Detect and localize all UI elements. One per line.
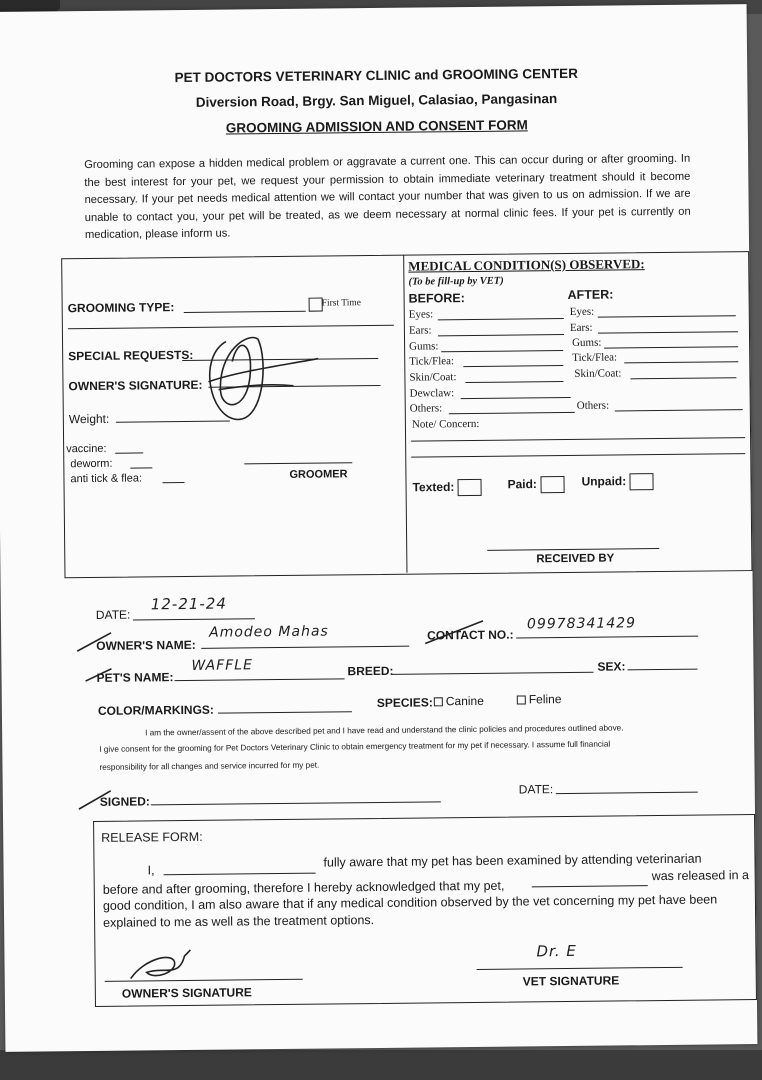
vet-signature-handwritten: Dr. E [536, 941, 577, 961]
owner-name-label: OWNER'S NAME: [96, 637, 196, 653]
release-line-e: explained to me as well as the treatment options. [103, 913, 375, 930]
note-label: Note/ Concern: [411, 417, 480, 431]
pet-name-value[interactable]: WAFFLE [191, 657, 253, 674]
date2-line[interactable] [556, 792, 698, 794]
special-requests-label: SPECIAL REQUESTS: [68, 347, 194, 364]
after-skin-label: Skin/Coat: [574, 367, 622, 380]
pet-name-label: PET'S NAME: [96, 670, 174, 685]
release-line-c: was released in a [651, 868, 750, 884]
contact-tick-mark [421, 617, 491, 648]
breed-label: BREED: [347, 663, 394, 679]
contact-value[interactable]: 09978341429 [526, 615, 637, 633]
form-title: GROOMING ADMISSION AND CONSENT FORM [225, 117, 528, 136]
form-paper [0, 4, 757, 1052]
consent-line-3: responsibility for all changes and service incurred for my pet. [99, 760, 320, 772]
color-label: COLOR/MARKINGS: [97, 702, 214, 718]
before-skin-label: Skin/Coat: [409, 371, 457, 384]
scan-shadow-bottom [0, 1050, 762, 1080]
canine-label: Canine [445, 693, 484, 709]
texted-label [412, 479, 481, 497]
feline-label: Feline [528, 692, 562, 707]
after-tick-label: Tick/Flea: [572, 351, 618, 364]
paid-checkbox[interactable] [540, 476, 564, 493]
owner-signature-scribble [188, 330, 329, 426]
release-owner-signature-scribble [124, 948, 204, 987]
groomer-label: GROOMER [289, 468, 348, 481]
vaccine-label: vaccine: [66, 442, 107, 456]
intro-paragraph: Grooming can expose a hidden medical problem or aggravate a current one. This can occur during or after grooming. In the best interest for your pet, we request your permission to obtain immediate veterinary treatment should it become necessary. If your pet needs medical attention we will contact your number that was given to us on admission. If we are unable to contact you, your pet will be treated, as we deem necessary at normal clinic fees. If your pet is currently on medication, please inform us. [84, 152, 691, 242]
unpaid-label [581, 473, 653, 491]
consent-line-2: I give consent for the grooming for Pet Doctors Veterinary Clinic to obtain emergency treatment for my pet if necessary. I assume full financial [99, 739, 611, 754]
after-gums-label: Gums: [572, 336, 602, 349]
canine-checkbox[interactable] [434, 697, 443, 706]
vet-signature-label: VET SIGNATURE [522, 973, 620, 989]
unpaid-checkbox[interactable] [629, 473, 653, 490]
release-i: I, [147, 863, 155, 878]
pen-tick-marks [71, 607, 223, 822]
before-heading: BEFORE: [408, 291, 465, 306]
anti-tick-label: anti tick & flea: [70, 472, 143, 486]
after-eyes-label: Eyes: [569, 305, 595, 318]
grooming-type-label: GROOMING TYPE: [67, 300, 175, 316]
after-others-label: Others: [576, 399, 610, 412]
unpaid-text: Unpaid: [581, 474, 627, 489]
owner-name-value[interactable]: Amodeo Mahas [209, 623, 329, 641]
before-eyes-label: Eyes: [408, 308, 434, 321]
after-ears-label: Ears: [569, 321, 593, 334]
clinic-name: PET DOCTORS VETERINARY CLINIC and GROOMING CENTER [174, 65, 578, 86]
medical-subtitle: (To be fill-up by VET) [408, 275, 504, 288]
clinic-address: Diversion Road, Brgy. San Miguel, Calasiao, Pangasinan [195, 91, 558, 110]
release-line-a: fully aware that my pet has been examined by attending veterinarian [323, 851, 702, 870]
before-others-label: Others: [409, 402, 443, 415]
breed-line[interactable] [392, 672, 594, 675]
sex-line[interactable] [627, 669, 697, 671]
before-tick-label: Tick/Flea: [409, 355, 455, 368]
signed-label: SIGNED: [99, 794, 150, 809]
owner-name-line[interactable] [201, 646, 409, 649]
date2-label: DATE: [518, 782, 554, 797]
before-gums-label: Gums: [409, 340, 439, 353]
contact-line[interactable] [516, 636, 698, 639]
deworm-label: deworm: [70, 457, 113, 471]
feline-checkbox[interactable] [517, 695, 526, 704]
received-by-label: RECEIVED BY [536, 552, 615, 566]
date-value[interactable]: 12-21-24 [150, 594, 227, 614]
release-title: RELEASE FORM: [101, 829, 203, 845]
before-dewclaw-label: Dewclaw: [409, 387, 455, 400]
weight-label: Weight: [68, 411, 110, 427]
owners-signature-label: OWNER'S SIGNATURE: [68, 377, 203, 394]
first-time-label: First Time [321, 298, 362, 309]
color-line[interactable] [218, 711, 352, 713]
release-line-d: good condition, I am also aware that if any medical condition observed by the vet concerning my pet have been [102, 892, 718, 913]
paid-label [507, 476, 564, 494]
species-label: SPECIES: [376, 695, 433, 711]
texted-checkbox[interactable] [458, 479, 482, 496]
sex-label: SEX: [597, 659, 626, 674]
consent-line-1: I am the owner/assent of the above described pet and I have read and understand the clinic policies and procedures outlined above. [145, 723, 624, 738]
paid-text: Paid: [507, 476, 537, 492]
first-time-checkbox[interactable] [309, 298, 323, 312]
release-line-b: before and after grooming, therefore I hereby acknowledged that my pet, [102, 878, 505, 897]
release-owner-signature-label: OWNER'S SIGNATURE [121, 985, 252, 1001]
after-heading: AFTER: [567, 287, 614, 302]
medical-title: MEDICAL CONDITION(S) OBSERVED: [408, 256, 645, 274]
contact-label: CONTACT NO.: [427, 627, 514, 643]
texted-text: Texted: [412, 479, 455, 495]
date-label: DATE: [95, 607, 131, 622]
before-ears-label: Ears: [408, 324, 432, 337]
